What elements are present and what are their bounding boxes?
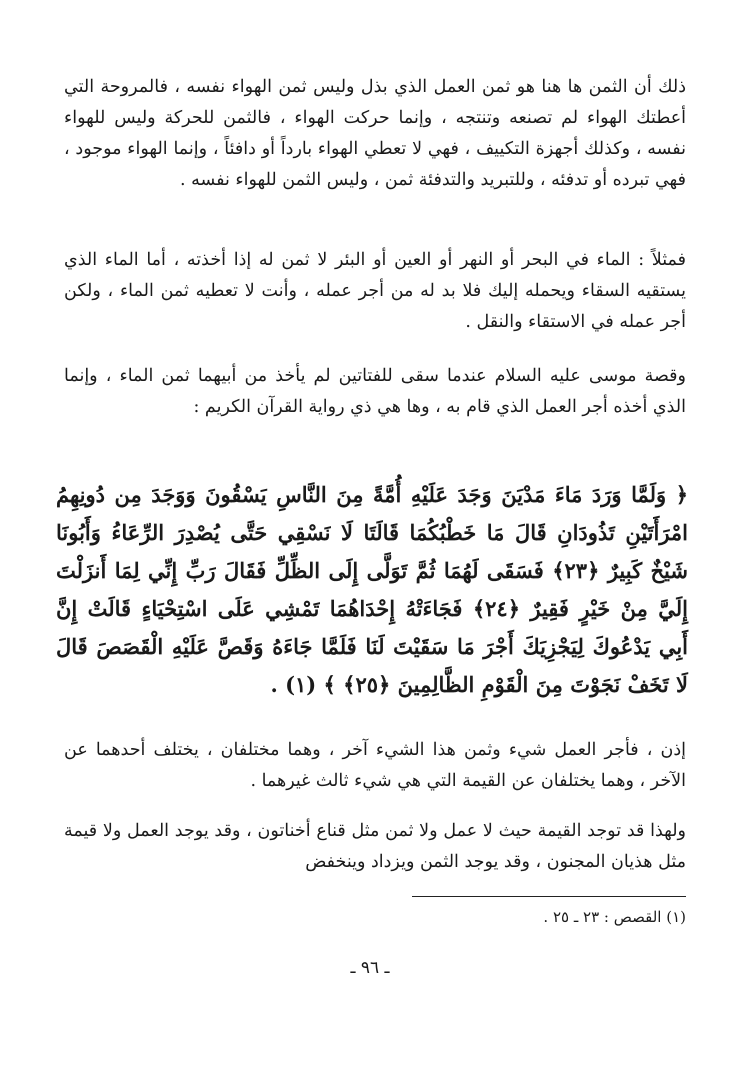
paragraph-water-example: فمثلاً : الماء في البحر أو النهر أو العين أو البئر لا ثمن له إذا أخذته ، أما الماء الذي يستقيه السقاء ويحمله إليك فلا بد له من أجر عمله ، وأنت لا تعطيه ثمن الماء ، ولكن أجر عمله في الاستقاء والنقل . — [64, 250, 686, 332]
paragraph-moses-story: وقصة موسى عليه السلام عندما سقى للفتاتين لم يأخذ من أبيهما ثمن الماء ، وإنما الذي أخذه أجر العمل الذي قام به ، وها هي ذي رواية القرآن الكريم : — [64, 366, 686, 417]
footnote: (١) القصص : ٢٣ ـ ٢٥ . — [543, 908, 686, 926]
paragraph-work-vs-price: إذن ، فأجر العمل شيء وثمن هذا الشيء آخر ، وهما مختلفان ، يختلف أحدهما عن الآخر ، وهما يختلفان عن القيمة التي هي شيء ثالث غيرهما . — [64, 740, 686, 791]
quran-quote: ﴿ وَلَمَّا وَرَدَ مَاءَ مَدْيَنَ وَجَدَ عَلَيْهِ أُمَّةً مِنَ النَّاسِ يَسْقُونَ وَوَجَدَ مِن دُونِهِمُ امْرَأَتَيْنِ تَذُودَانِ قَالَ مَا خَطْبُكُمَا قَالَتَا لَا نَسْقِي حَتَّى يُصْدِرَ الرِّعَاءُ وَأَبُونَا شَيْخٌ كَبِيرٌ ﴿٢٣﴾ فَسَقَى لَهُمَا ثُمَّ تَوَلَّى إِلَى الظِّلِّ فَقَالَ رَبِّ إِنِّي لِمَا أَنزَلْتَ إِلَيَّ مِنْ خَيْرٍ فَقِيرٌ ﴿٢٤﴾ فَجَاءَتْهُ إِحْدَاهُمَا تَمْشِي عَلَى اسْتِحْيَاءٍ قَالَتْ إِنَّ أَبِي يَدْعُوكَ لِيَجْزِيَكَ أَجْرَ مَا سَقَيْتَ لَنَا فَلَمَّا جَاءَهُ وَقَصَّ عَلَيْهِ الْقَصَصَ قَالَ لَا تَخَفْ نَجَوْتَ مِنَ الْقَوْمِ الظَّالِمِينَ ﴿٢٥﴾ ﴾ (١) . — [56, 482, 688, 697]
paragraph-air-price: ذلك أن الثمن ها هنا هو ثمن العمل الذي بذل وليس ثمن الهواء نفسه ، فالمروحة التي أعطتك الهواء لم تصنعه وتنتجه ، وإنما حركت الهواء ، فالثمن للحركة وليس للهواء نفسه ، وكذلك أجهزة التكييف ، فهي لا تعطي الهواء بارداً أو دافئاً ، وإنما الهواء موجود ، فهي تبرده أو تدفئه ، وللتبريد والتدفئة ثمن ، وليس الثمن للهواء نفسه . — [64, 77, 686, 190]
page-number: ـ ٩٦ ـ — [350, 958, 390, 978]
paragraph-value: ولهذا قد توجد القيمة حيث لا عمل ولا ثمن مثل قناع أخناتون ، وقد يوجد العمل ولا قيمة مثل هذيان المجنون ، وقد يوجد الثمن ويزداد وينخفض — [64, 821, 686, 872]
footnote-divider — [412, 896, 686, 897]
